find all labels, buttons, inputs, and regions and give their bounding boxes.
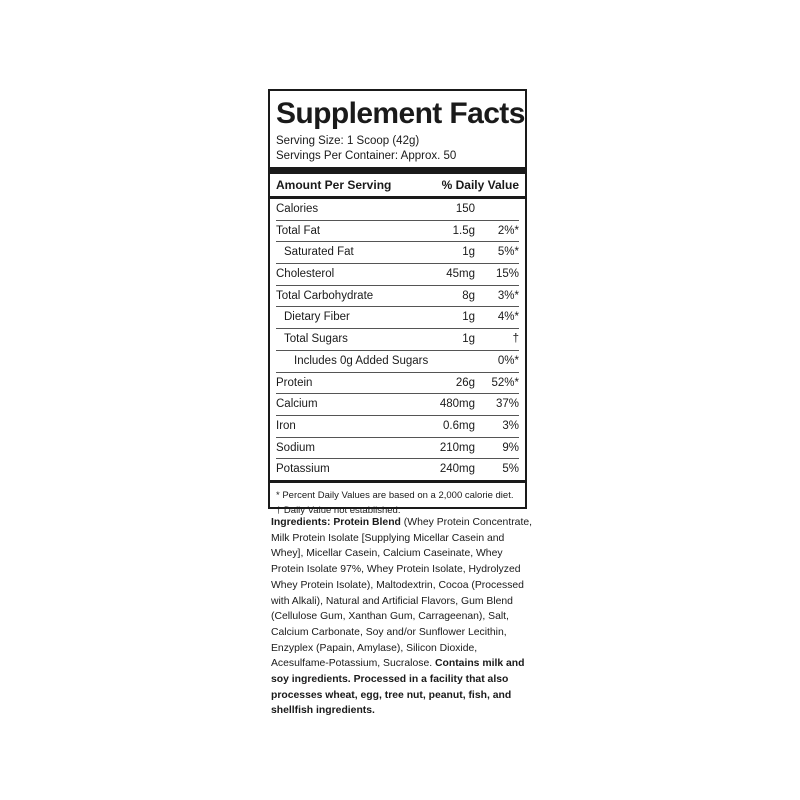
- nutrient-name: Total Carbohydrate: [276, 289, 374, 302]
- header-amount-per-serving: Amount Per Serving: [276, 178, 392, 192]
- nutrient-row-total-sugars: [276, 329, 519, 351]
- nutrient-name: Iron: [276, 419, 296, 432]
- nutrient-row-saturated-fat: [276, 242, 519, 264]
- nutrient-amount: 1g: [462, 246, 475, 259]
- nutrient-daily-value: †: [512, 333, 519, 346]
- nutrient-name: Cholesterol: [276, 268, 335, 281]
- nutrient-amount: 150: [455, 203, 475, 215]
- nutrient-name: Protein: [276, 376, 313, 389]
- nutrient-amount: 480mg: [439, 398, 475, 411]
- nutrient-name: Calories: [276, 203, 319, 215]
- nutrient-row-total-fat: [276, 221, 519, 243]
- thick-divider: [270, 167, 525, 174]
- nutrient-amount: 1g: [462, 311, 475, 324]
- panel-title: Supplement Facts: [276, 97, 525, 130]
- nutrient-row-sodium: [276, 438, 519, 460]
- nutrient-daily-value: 0%*: [497, 354, 519, 367]
- nutrient-daily-value: 5%: [502, 463, 519, 476]
- nutrient-amount: 26g: [455, 376, 475, 389]
- nutrient-amount: 210mg: [439, 441, 475, 454]
- nutrient-row-iron: [276, 416, 519, 438]
- nutrient-row-cholesterol: [276, 264, 519, 286]
- header-daily-value: % Daily Value: [441, 178, 519, 192]
- supplement-facts-panel: [268, 89, 527, 516]
- nutrient-row-calories: [276, 199, 519, 221]
- nutrient-daily-value: 4%*: [497, 311, 519, 324]
- footnote-not-established: † Daily Value not established.: [276, 504, 401, 516]
- nutrient-name: Potassium: [276, 463, 330, 476]
- footnote-daily-values: * Percent Daily Values are based on a 2,000 calorie diet.: [276, 489, 514, 501]
- footnotes: [270, 480, 525, 518]
- nutrient-name: Includes 0g Added Sugars: [294, 354, 429, 367]
- nutrient-amount: 45mg: [446, 268, 475, 281]
- nutrient-daily-value: 5%*: [497, 246, 519, 259]
- nutrient-amount: 0.6mg: [443, 419, 475, 432]
- nutrient-daily-value: 9%: [502, 441, 519, 454]
- allergen-statement: Contains milk and soy ingredients. Processed in a facility that also processes wheat, egg, tree nut, peanut, fish, and shellfish ingredients.: [271, 658, 525, 717]
- ingredients-label: Ingredients:: [271, 517, 331, 528]
- nutrient-name: Saturated Fat: [284, 246, 354, 259]
- servings-per-container: Servings Per Container: Approx. 50: [276, 150, 457, 162]
- nutrient-row-potassium: [276, 459, 519, 480]
- nutrient-row-dietary-fiber: [276, 307, 519, 329]
- nutrient-daily-value: 3%: [502, 419, 519, 432]
- nutrient-row-total-carbohydrate: [276, 286, 519, 308]
- nutrient-name: Calcium: [276, 398, 318, 411]
- nutrient-daily-value: 52%*: [491, 376, 519, 389]
- nutrient-row-calcium: [276, 394, 519, 416]
- table-header: [276, 174, 519, 196]
- nutrient-row-added-sugars: [276, 351, 519, 373]
- protein-blend-label: Protein Blend: [333, 517, 401, 528]
- nutrient-daily-value: 3%*: [497, 289, 519, 302]
- nutrient-daily-value: 15%: [495, 268, 519, 281]
- nutrient-name: Sodium: [276, 441, 315, 454]
- nutrient-name: Total Fat: [276, 224, 321, 237]
- nutrient-daily-value: 37%: [495, 398, 519, 411]
- nutrient-amount: 1.5g: [452, 224, 475, 237]
- ingredients-statement: [271, 515, 533, 719]
- ingredients-list: (Whey Protein Concentrate, Milk Protein Isolate [Supplying Micellar Casein and Whey], Micellar Casein, Calcium Caseinate, Whey Protein Isolate 97%, Whey Protein Isolate, Hydrolyzed Whey Protein Isolate), Maltodextrin, Cocoa (Processed with Alkali), Natural and Artificial Flavors, Gum Blend (Cellulose Gum, Xanthan Gum, Carrageenan), Salt, Calcium Carbonate, Soy and/or Sunflower Lecithin, Enzyplex (Papain, Amylase), Silicon Dioxide, Acesulfame-Potassium, Sucralose.: [271, 517, 533, 670]
- nutrient-row-protein: [276, 373, 519, 395]
- nutrient-amount: 8g: [462, 289, 475, 302]
- serving-size: Serving Size: 1 Scoop (42g): [276, 135, 420, 147]
- nutrient-amount: 240mg: [439, 463, 475, 476]
- nutrient-name: Dietary Fiber: [284, 311, 350, 324]
- nutrient-amount: 1g: [462, 333, 475, 346]
- nutrient-name: Total Sugars: [284, 333, 348, 346]
- nutrient-daily-value: 2%*: [497, 224, 519, 237]
